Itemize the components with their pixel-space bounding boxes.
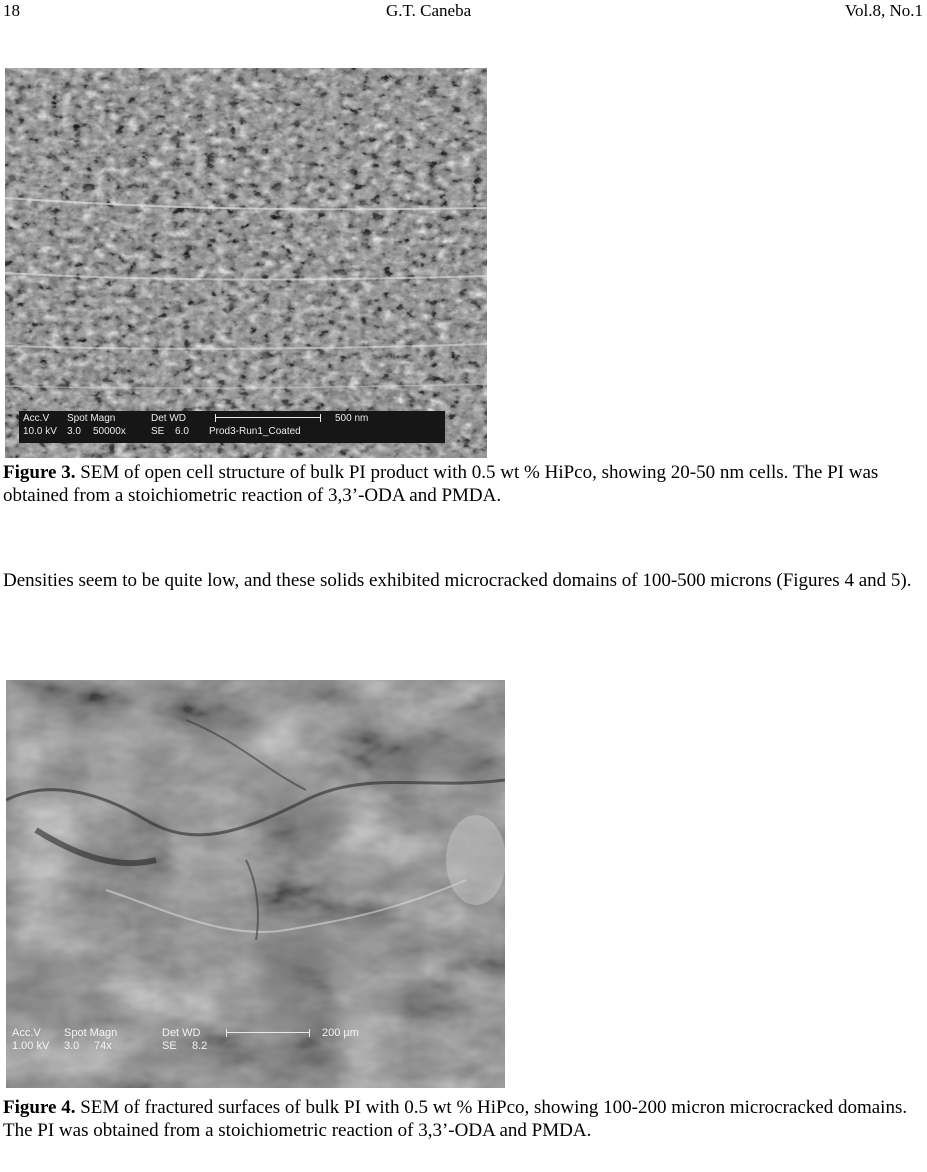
- page-number: 18: [3, 1, 20, 20]
- magn-value: 74x: [94, 1040, 112, 1052]
- spot-magn-heading: Spot Magn: [67, 413, 116, 424]
- figure-3-caption-text: SEM of open cell structure of bulk PI product with 0.5 wt % HiPco, showing 20-50 nm cells. The PI was obtained from a stoichiometric reaction of 3,3’-ODA and PMDA.: [3, 462, 879, 506]
- figure-4-caption: [3, 1096, 923, 1142]
- det-value: SE: [162, 1040, 177, 1052]
- spot-value: 3.0: [67, 426, 81, 437]
- figure-4-data-bar: [8, 1025, 368, 1061]
- accv-heading: Acc.V: [12, 1027, 41, 1039]
- scale-label: 200 µm: [322, 1027, 359, 1039]
- det-wd-heading: Det WD: [151, 413, 186, 424]
- figure-3-sem-image: [5, 68, 487, 458]
- figure-3-caption: [3, 461, 923, 507]
- scale-label: 500 nm: [335, 413, 369, 424]
- figure-3-micrograph: [5, 68, 487, 458]
- accv-value: 10.0 kV: [23, 426, 57, 437]
- running-author: G.T. Caneba: [386, 1, 472, 20]
- running-header: [0, 0, 927, 24]
- spot-magn-heading: Spot Magn: [64, 1027, 118, 1039]
- spot-value: 3.0: [64, 1040, 80, 1052]
- figure-4-label: Figure 4.: [3, 1097, 76, 1118]
- volume-info: Vol.8, No.1: [844, 1, 923, 20]
- scale-bar: [215, 414, 321, 422]
- sample-name: Prod3-Run1_Coated: [209, 426, 301, 437]
- accv-value: 1.00 kV: [12, 1040, 50, 1052]
- figure-4-caption-text: SEM of fractured surfaces of bulk PI with 0.5 wt % HiPco, showing 100-200 micron microcracked domains. The PI was obtained from a stoichiometric reaction of 3,3’-ODA and PMDA.: [3, 1097, 908, 1141]
- figure-3-data-bar: [19, 411, 445, 443]
- wd-value: 6.0: [175, 426, 189, 437]
- det-wd-heading: Det WD: [162, 1027, 201, 1039]
- det-value: SE: [151, 426, 165, 437]
- figure-4-sem-image: [6, 680, 505, 1088]
- magn-value: 50000x: [93, 426, 126, 437]
- wd-value: 8.2: [192, 1040, 208, 1052]
- body-paragraph: Densities seem to be quite low, and these solids exhibited microcracked domains of 100-500 microns (Figures 4 and 5).: [3, 570, 912, 591]
- accv-heading: Acc.V: [23, 413, 50, 424]
- scale-bar: [226, 1029, 310, 1037]
- figure-3-label: Figure 3.: [3, 462, 76, 483]
